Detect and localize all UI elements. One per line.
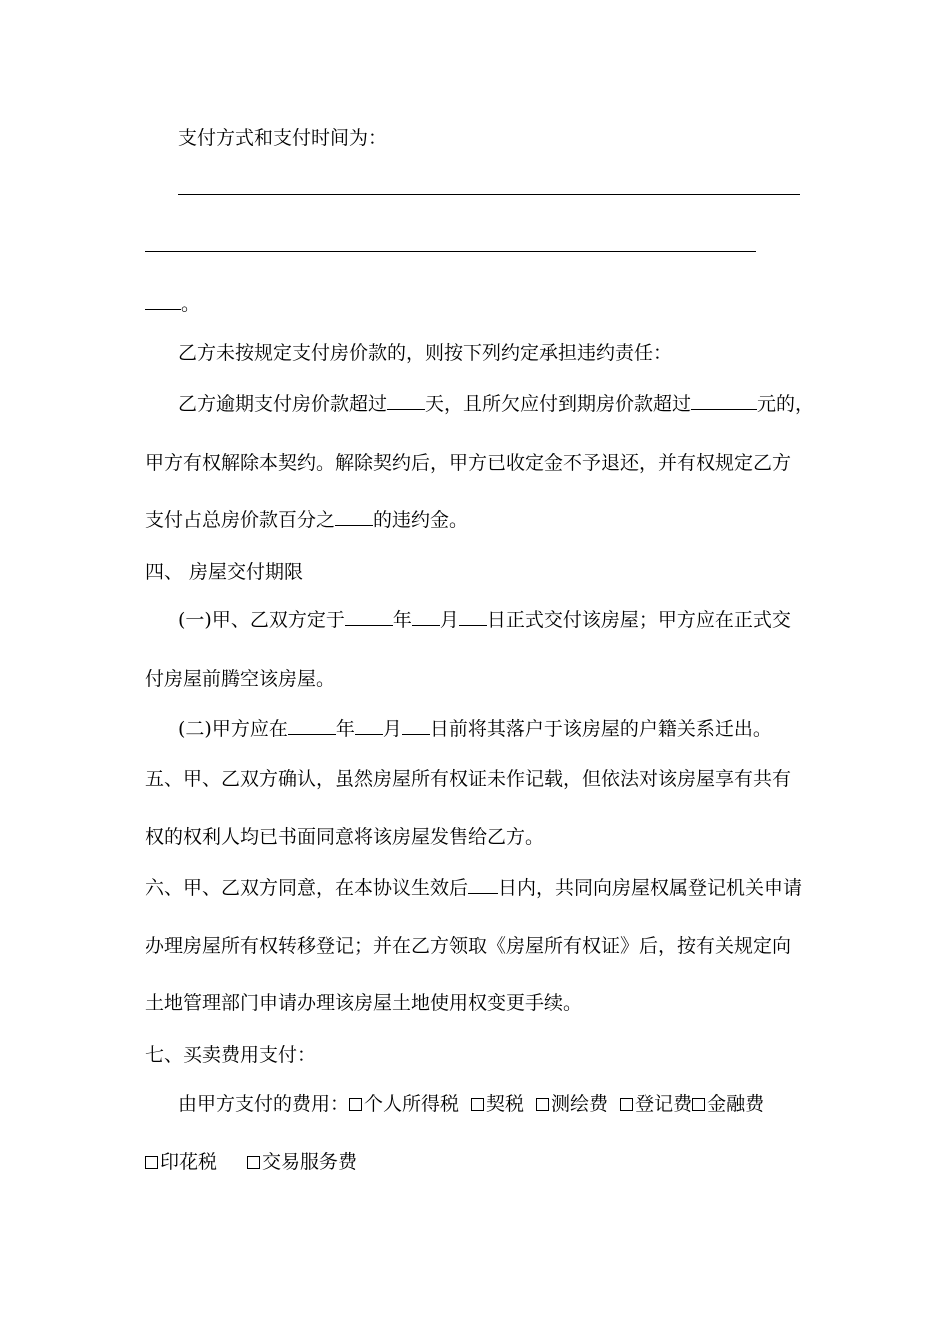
payment-blank-line-3[interactable]: [145, 293, 181, 310]
item-text: 年: [335, 718, 355, 740]
breach-text: 元的，: [757, 393, 815, 415]
payment-blank-line-1[interactable]: [178, 194, 800, 195]
section-6-line-2: 办理房屋所有权转移登记；并在乙方领取《房屋所有权证》后，按有关规定向: [145, 935, 792, 957]
party-a-fees-line-2: [145, 1150, 357, 1174]
section-4-heading: 四、 房屋交付期限: [145, 561, 304, 583]
fee-label: 个人所得税: [364, 1093, 460, 1115]
fee-label: 金融费: [707, 1093, 765, 1115]
item-text: 月: [439, 609, 459, 631]
fee-label: 交易服务费: [262, 1151, 358, 1173]
party-a-fees-label: 由甲方支付的费用：: [178, 1093, 350, 1115]
item-text: 六、甲、乙双方同意，在本协议生效后: [145, 877, 469, 899]
household-year-blank[interactable]: [288, 718, 336, 735]
section-5-line-2: 权的权利人均已书面同意将该房屋发售给乙方。: [145, 826, 545, 848]
item-text: (一)甲、乙双方定于: [178, 609, 345, 631]
checkbox-finance-fee[interactable]: [692, 1098, 705, 1111]
delivery-month-blank[interactable]: [412, 609, 440, 626]
item-text: (二)甲方应在: [178, 718, 288, 740]
household-month-blank[interactable]: [355, 718, 383, 735]
penalty-percent-blank[interactable]: [335, 509, 373, 526]
breach-line-2: 甲方有权解除本契约。解除契约后，甲方已收定金不予退还，并有权规定乙方: [145, 452, 792, 474]
overdue-days-blank[interactable]: [387, 393, 425, 410]
breach-text: 乙方逾期支付房价款超过: [178, 393, 388, 415]
fee-label: 测绘费: [551, 1093, 609, 1115]
item-text: 日正式交付该房屋；甲方应在正式交: [486, 609, 791, 631]
payment-end-line: [145, 292, 200, 316]
overdue-amount-blank[interactable]: [691, 393, 757, 410]
item-text: 日内，共同向房屋权属登记机关申请: [498, 877, 803, 899]
breach-line-3: [145, 508, 468, 532]
section-6-line-3: 土地管理部门申请办理该房屋土地使用权变更手续。: [145, 992, 583, 1014]
section-7-heading: 七、买卖费用支付：: [145, 1044, 317, 1066]
breach-intro: 乙方未按规定支付房价款的，则按下列约定承担违约责任：: [178, 342, 673, 364]
delivery-year-blank[interactable]: [345, 609, 393, 626]
section-4-item-1: [178, 608, 791, 632]
checkbox-stamp-duty[interactable]: [145, 1156, 158, 1169]
delivery-day-blank[interactable]: [459, 609, 487, 626]
checkbox-income-tax[interactable]: [349, 1098, 362, 1111]
breach-text: 天，且所欠应付到期房价款超过: [425, 393, 692, 415]
checkbox-survey-fee[interactable]: [536, 1098, 549, 1111]
household-day-blank[interactable]: [402, 718, 430, 735]
fee-label: 契税: [486, 1093, 525, 1115]
fee-label: 印花税: [160, 1151, 218, 1173]
breach-line-1: [178, 392, 814, 416]
checkbox-transaction-fee[interactable]: [247, 1156, 260, 1169]
breach-text: 的违约金。: [373, 509, 469, 531]
item-text: 月: [382, 718, 402, 740]
item-text: 年: [392, 609, 412, 631]
breach-text: 支付占总房价款百分之: [145, 509, 336, 531]
payment-end-mark: 。: [181, 293, 201, 315]
party-a-fees-line: [178, 1092, 764, 1116]
section-4-item-2: [178, 717, 772, 741]
registration-days-blank[interactable]: [468, 877, 498, 894]
item-text: 日前将其落户于该房屋的户籍关系迁出。: [429, 718, 772, 740]
payment-method-label: 支付方式和支付时间为：: [178, 127, 388, 149]
section-6-line-1: [145, 876, 802, 900]
payment-blank-line-2[interactable]: [145, 251, 756, 252]
checkbox-deed-tax[interactable]: [471, 1098, 484, 1111]
checkbox-registration-fee[interactable]: [620, 1098, 633, 1111]
fee-label: 登记费: [635, 1093, 693, 1115]
section-5-line-1: 五、甲、乙双方确认，虽然房屋所有权证未作记载，但依法对该房屋享有共有: [145, 768, 792, 790]
section-4-item-1-cont: 付房屋前腾空该房屋。: [145, 668, 336, 690]
